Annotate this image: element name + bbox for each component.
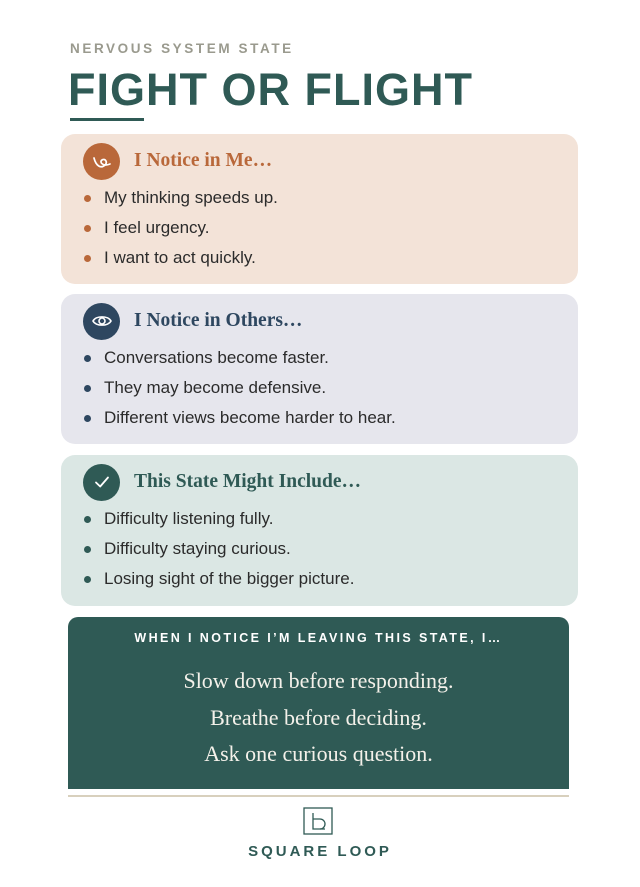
list-item <box>83 243 278 273</box>
list-item-text: Losing sight of the bigger picture. <box>104 569 355 588</box>
section-notice-in-me <box>61 134 578 284</box>
section-header <box>83 302 302 340</box>
list-item-text: I want to act quickly. <box>104 248 256 267</box>
list-item <box>83 343 396 373</box>
bullet-dot <box>84 546 91 553</box>
title-underline <box>70 118 144 121</box>
list-item <box>83 504 354 534</box>
eyebrow-label: NERVOUS SYSTEM STATE <box>70 41 294 56</box>
list-item <box>83 373 396 403</box>
brand-name: SQUARE LOOP <box>248 843 392 860</box>
section-title: I Notice in Me… <box>134 150 273 171</box>
bullet-dot <box>84 415 91 422</box>
section-header <box>83 463 361 501</box>
bullet-dot <box>84 255 91 262</box>
bullet-dot <box>84 385 91 392</box>
section-title: I Notice in Others… <box>134 310 303 331</box>
list-item-text: Difficulty listening fully. <box>104 509 274 528</box>
swirl-icon <box>83 143 120 180</box>
section-header <box>83 142 272 180</box>
list-item-text: My thinking speeds up. <box>104 188 278 207</box>
square-loop-logo-icon <box>303 807 335 842</box>
list-item <box>83 534 354 564</box>
bullet-dot <box>84 355 91 362</box>
closing-panel <box>68 617 569 789</box>
list-item-text: Different views become harder to hear. <box>104 408 396 427</box>
bullet-dot <box>84 576 91 583</box>
list-item-text: Difficulty staying curious. <box>104 539 291 558</box>
list-item-text: They may become defensive. <box>104 378 327 397</box>
section-title: This State Might Include… <box>134 471 361 492</box>
list-item <box>83 213 278 243</box>
bullet-dot <box>84 516 91 523</box>
list-item-text: Conversations become faster. <box>104 348 329 367</box>
section-state-might-include <box>61 455 578 606</box>
closing-line: Slow down before responding. <box>183 668 454 693</box>
closing-line: Breathe before deciding. <box>210 704 427 730</box>
check-icon <box>83 464 120 501</box>
closing-label: WHEN I NOTICE I’M LEAVING THIS STATE, I… <box>134 631 503 645</box>
footer-divider <box>68 795 569 797</box>
eye-icon <box>83 303 120 340</box>
list-item-text: I feel urgency. <box>104 218 210 237</box>
closing-list <box>68 663 569 773</box>
section-list <box>83 504 354 594</box>
section-list <box>83 343 396 433</box>
bullet-dot <box>84 225 91 232</box>
section-notice-in-others <box>61 294 578 444</box>
closing-line: Ask one curious question. <box>204 741 433 766</box>
list-item <box>83 564 354 594</box>
bullet-dot <box>84 195 91 202</box>
page-title: FIGHT OR FLIGHT <box>68 64 473 115</box>
list-item <box>83 183 278 213</box>
section-list <box>83 183 278 273</box>
list-item <box>83 403 396 433</box>
